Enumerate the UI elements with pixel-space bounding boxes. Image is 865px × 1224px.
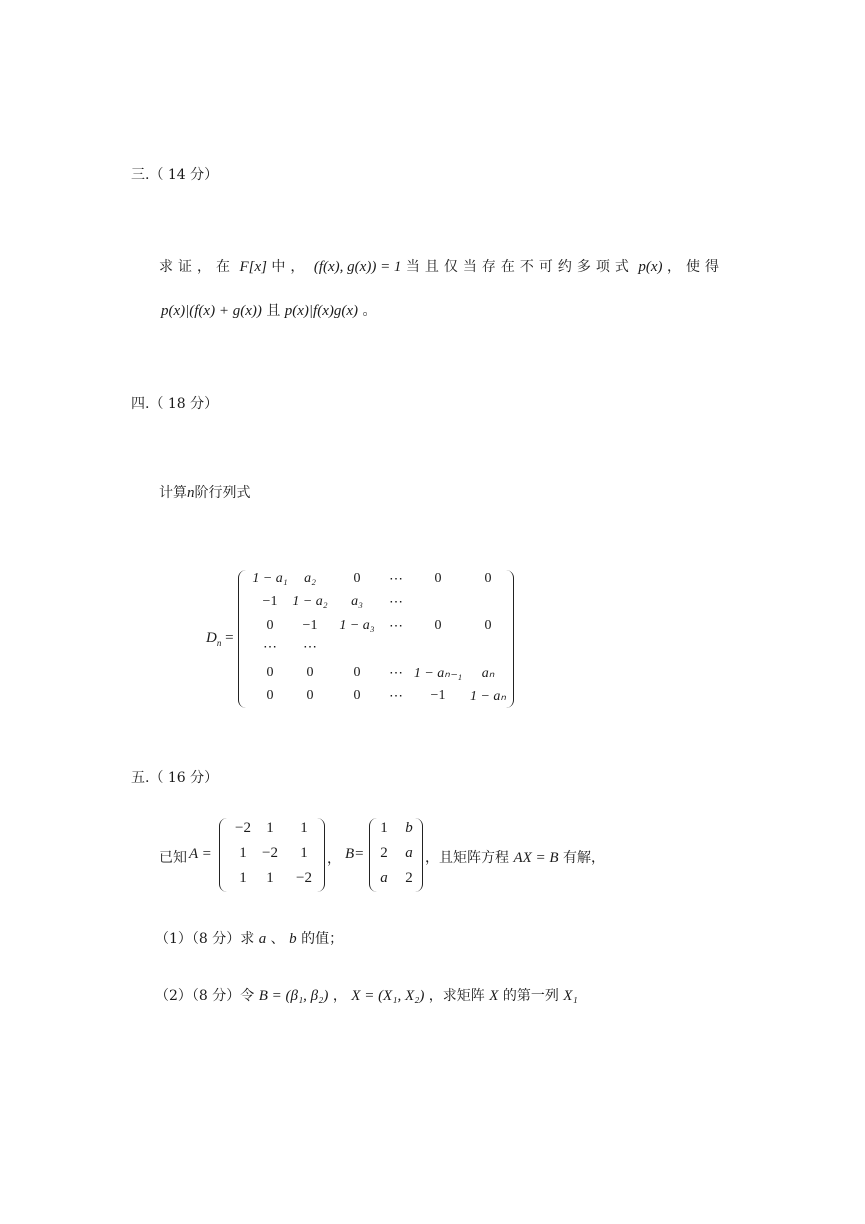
dn-cell-r3-c6: 0 (484, 618, 492, 633)
dn-cell-r2-c3: a₃ (351, 594, 363, 609)
B-cell-r3-c1: a (380, 870, 388, 886)
B-cell-r3-c2: 2 (405, 870, 413, 886)
B-cell-r2-c2: a (405, 845, 413, 861)
A-cell-r2-c1: 1 (239, 845, 247, 861)
A-right-paren (316, 818, 325, 892)
section4-task-pre: 计算 (159, 485, 187, 501)
dn-cell-r6-c5: −1 (430, 688, 446, 703)
dn-cell-r5-c2: 0 (306, 665, 314, 680)
A-cell-r2-c2: −2 (262, 845, 278, 861)
dn-cell-r1-c5: 0 (434, 571, 442, 586)
q2-X: X = (X₁, X₂) (351, 988, 425, 1004)
q1-a: a (258, 931, 267, 947)
section5-comma: ， (327, 851, 341, 867)
section3-px: p(x) (638, 259, 663, 275)
dn-cell-r5-c5: 1 − aₙ₋₁ (413, 666, 463, 681)
section3-line2-end: 。 (362, 303, 377, 319)
section5-given: 已知 (159, 850, 187, 866)
dn-cell-r4-c2: ⋯ (303, 640, 317, 655)
q1-b: b (289, 931, 297, 947)
A-cell-r1-c3: 1 (300, 820, 308, 836)
dn-cell-r1-c1: 1 − a₁ (252, 571, 288, 586)
A-left-paren (219, 818, 228, 892)
section3-line1 (159, 256, 724, 276)
dn-cell-r6-c1: 0 (266, 688, 274, 703)
q2-B: B = (β₁, β₂) (258, 988, 329, 1004)
dn-subscript: n (216, 638, 222, 648)
A-cell-r2-c3: 1 (300, 845, 308, 861)
section5-q2 (155, 985, 578, 1005)
dn-cell-r3-c2: −1 (302, 618, 318, 633)
dn-cell-r3-c3: 1 − a₃ (339, 618, 375, 633)
B-left-paren (369, 818, 378, 892)
dn-cell-r2-c1: −1 (262, 594, 278, 609)
condition-post: 有解， (563, 850, 606, 866)
dn-cell-r3-c1: 0 (266, 618, 274, 633)
section3-line2 (161, 300, 376, 320)
section3-line1-end: ，使得 (666, 259, 724, 275)
q1-end: 的值； (301, 931, 344, 947)
section4-task-post: 阶行列式 (194, 485, 251, 501)
q2-X1: X₁ (563, 988, 578, 1004)
section4-header: 四.（ 18 分） (131, 396, 219, 412)
dn-cell-r5-c6: aₙ (481, 666, 495, 681)
section3-line1-mid: 中， (271, 259, 310, 275)
section3-div2: p(x)|f(x)g(x) (284, 303, 359, 319)
q2-sep: ， (332, 988, 347, 1004)
section4-task (159, 482, 251, 502)
section3-header: 三.（ 14 分） (131, 167, 219, 183)
dn-cell-r1-c4: ⋯ (389, 572, 403, 587)
section3-line1-prefix: 求证，在 (159, 259, 235, 275)
dn-symbol: D (206, 630, 217, 646)
dn-cell-r4-c1: ⋯ (263, 640, 277, 655)
q2-mid: ，求矩阵 (428, 988, 485, 1004)
q2-end: 的第一列 (502, 988, 559, 1004)
condition-pre: ，且矩阵方程 (425, 850, 509, 866)
q1-label: （1）（8 分）求 (155, 931, 255, 947)
dn-cell-r6-c6: 1 − aₙ (469, 689, 507, 704)
dn-matrix (238, 570, 514, 708)
dn-cell-r5-c3: 0 (353, 665, 361, 680)
B-right-paren (414, 818, 423, 892)
A-cell-r3-c1: 1 (239, 870, 247, 886)
dn-cell-r5-c1: 0 (266, 665, 274, 680)
dn-cell-r6-c4: ⋯ (389, 689, 403, 704)
section4-task-n: n (187, 485, 195, 501)
q2-label: （2）（8 分）令 (155, 988, 255, 1004)
q1-sep: 、 (270, 931, 285, 947)
section5-q1 (155, 928, 343, 948)
section5-A-label: A = (189, 846, 212, 862)
dn-left-paren (238, 570, 247, 708)
A-cell-r3-c2: 1 (266, 870, 274, 886)
dn-cell-r6-c2: 0 (306, 688, 314, 703)
B-cell-r2-c1: 2 (380, 845, 388, 861)
section3-and: 且 (266, 303, 281, 319)
B-matrix (369, 818, 423, 892)
section3-div1: p(x)|(f(x) + g(x)) (161, 303, 262, 319)
dn-cell-r6-c3: 0 (353, 688, 361, 703)
A-cell-r1-c1: −2 (235, 820, 251, 836)
A-cell-r1-c2: 1 (266, 820, 274, 836)
section5-B-label: B= (345, 846, 365, 862)
dn-cell-r2-c4: ⋯ (389, 595, 403, 610)
dn-cell-r3-c5: 0 (434, 618, 442, 633)
section3-ring: F[x] (239, 259, 267, 275)
dn-cell-r1-c6: 0 (484, 571, 492, 586)
B-cell-r1-c1: 1 (380, 820, 388, 836)
q2-Xvar: X (489, 988, 499, 1004)
dn-cell-r1-c2: a₂ (304, 571, 316, 586)
dn-cell-r5-c4: ⋯ (389, 666, 403, 681)
section5-condition (425, 847, 605, 867)
dn-right-paren (505, 570, 514, 708)
section3-line1-after: 当且仅当存在不可约多项式 (405, 259, 634, 275)
section3-gcd: (f(x), g(x)) = 1 (313, 259, 402, 275)
B-cell-r1-c2: b (405, 820, 413, 836)
dn-cell-r2-c2: 1 − a₂ (292, 594, 328, 609)
dn-cell-r3-c4: ⋯ (389, 619, 403, 634)
dn-equals: = (225, 630, 234, 646)
dn-cell-r1-c3: 0 (353, 571, 361, 586)
condition-eq: AX = B (513, 850, 559, 866)
A-cell-r3-c3: −2 (296, 870, 312, 886)
section4-lhs (206, 630, 234, 648)
A-matrix (219, 818, 325, 892)
section5-header: 五.（ 16 分） (131, 770, 219, 786)
